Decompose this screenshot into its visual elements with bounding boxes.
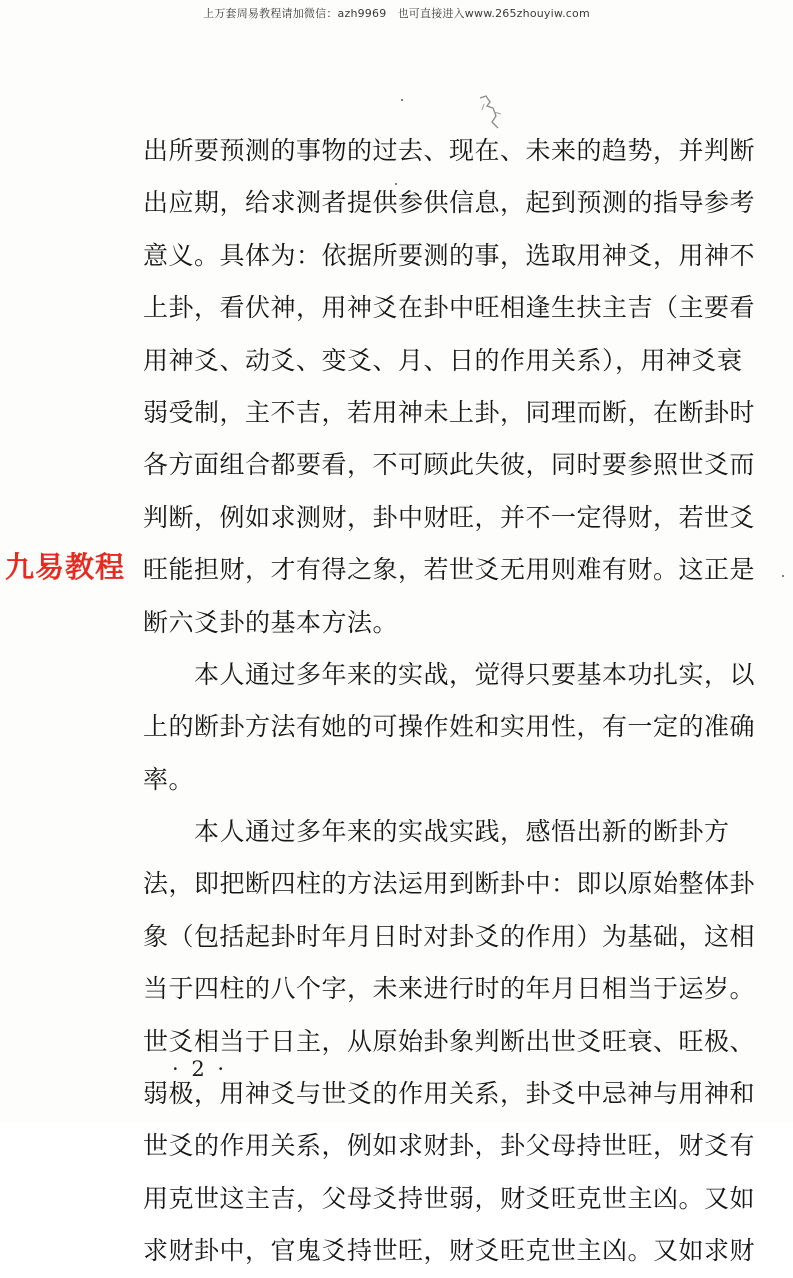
text-line: 本人通过多年来的实战，觉得只要基本功扎实，以	[143, 659, 756, 689]
text-line: 判断，例如求测财，卦中财旺，并不一定得财，若世爻	[143, 502, 756, 532]
text-line: 世爻相当于日主，从原始卦象判断出世爻旺衰、旺极、	[143, 1026, 756, 1056]
document-body	[143, 125, 756, 1278]
text-line: 当于四柱的八个字，未来进行时的年月日相当于运岁。	[143, 974, 756, 1004]
text-line: 象（包括起卦时年月日时对卦爻的作用）为基础，这相	[143, 921, 756, 951]
text-line: 上的断卦方法有她的可操作姓和实用性，有一定的准确	[143, 712, 756, 742]
text-line: 出所要预测的事物的过去、现在、未来的趋势，并判断	[143, 136, 756, 165]
text-line: 用克世这主吉，父母爻持世弱，财爻旺克世主凶。又如	[143, 1183, 756, 1213]
text-line: 世爻的作用关系，例如求财卦，卦父母持世旺，财爻有	[143, 1131, 756, 1161]
text-line: 旺能担财，才有得之象，若世爻无用则难有财。这正是	[143, 555, 756, 585]
text-line: 各方面组合都要看，不可顾此失彼，同时要参照世爻而	[143, 450, 756, 480]
text-line: 断六爻卦的基本方法。	[143, 607, 399, 637]
scan-speck	[782, 575, 784, 577]
text-line: 法，即把断四柱的方法运用到断卦中：即以原始整体卦	[143, 869, 756, 899]
watermark-logo: 九易教程	[5, 550, 126, 584]
page-number: · 2 ·	[172, 1057, 228, 1081]
text-line: 用神爻、动爻、变爻、月、日的作用关系），用神爻衰	[143, 345, 743, 375]
header-note: 上万套周易教程请加微信：azh9969 也可直接进入www.265zhouyiw.com	[203, 7, 590, 20]
text-line: 弱受制，主不吉，若用神未上卦，同理而断，在断卦时	[143, 397, 756, 427]
text-line: 弱极，用神爻与世爻的作用关系，卦爻中忌神与用神和	[143, 1079, 756, 1109]
text-line: 本人通过多年来的实战实践，感悟出新的断卦方	[143, 817, 730, 847]
scan-speck	[401, 99, 403, 101]
text-line: 意义。具体为：依据所要测的事，选取用神爻，用神不	[143, 240, 756, 270]
text-line: 率。	[143, 764, 195, 794]
text-line: 出应期，给求测者提供参供信息，起到预测的指导参考	[143, 188, 756, 218]
text-line: 上卦，看伏神，用神爻在卦中旺相逢生扶主吉（主要看	[143, 293, 756, 323]
text-line: 求财卦中，官鬼爻持世旺，财爻旺克世主凶。又如求财	[143, 1236, 756, 1266]
